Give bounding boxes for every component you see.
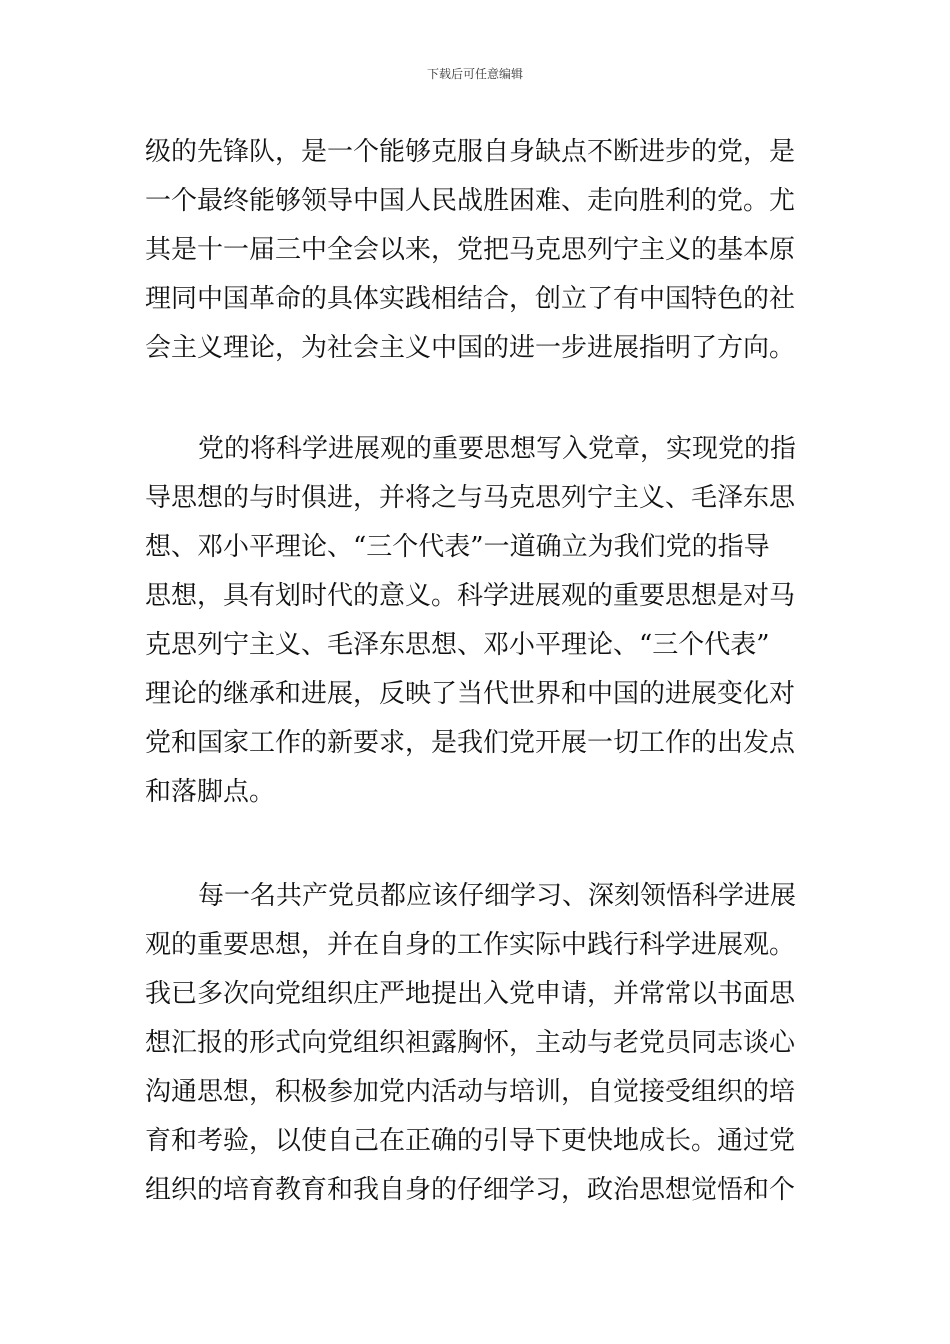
paragraph-line: 育和考验，以使自己在正确的引导下更快地成长。通过党	[145, 1126, 796, 1156]
paragraph-line: 级的先锋队，是一个能够克服自身缺点不断进步的党，是	[145, 137, 796, 167]
page-header: 下载后可任意编辑	[426, 67, 523, 81]
paragraph-line: 沟通思想，积极参加党内活动与培训，自觉接受组织的培	[145, 1077, 796, 1107]
paragraph-line: 观的重要思想，并在自身的工作实际中践行科学进展观。	[145, 930, 796, 960]
paragraph-line: 其是十一届三中全会以来，党把马克思列宁主义的基本原	[145, 235, 796, 265]
paragraph-line: 理论的继承和进展，反映了当代世界和中国的进展变化对	[145, 679, 796, 709]
paragraph-line: 一个最终能够领导中国人民战胜困难、走向胜利的党。尤	[145, 186, 796, 216]
paragraph-3	[145, 872, 810, 1215]
paragraph-first-line: 党的将科学进展观的重要思想写入党章，实现党的指	[198, 434, 797, 464]
paragraph-line: 思想，具有划时代的意义。科学进展观的重要思想是对马	[145, 581, 796, 611]
paragraph-line: 我已多次向党组织庄严地提出入党申请，并常常以书面思	[145, 979, 796, 1009]
paragraph-line: 和落脚点。	[145, 777, 276, 807]
paragraph-line: 克思列宁主义、毛泽东思想、邓小平理论、“三个代表”	[145, 630, 770, 660]
paragraph-line: 想汇报的形式向党组织袒露胸怀，主动与老党员同志谈心	[145, 1028, 796, 1058]
paragraph-line: 会主义理论，为社会主义中国的进一步进展指明了方向。	[145, 333, 796, 363]
paragraph-line: 党和国家工作的新要求，是我们党开展一切工作的出发点	[145, 728, 796, 758]
paragraph-1	[145, 128, 810, 373]
paragraph-line: 理同中国革命的具体实践相结合，创立了有中国特色的社	[145, 284, 796, 314]
paragraph-line: 组织的培育教育和我自身的仔细学习，政治思想觉悟和个	[145, 1175, 796, 1205]
paragraph-2	[145, 425, 810, 817]
paragraph-first-line: 每一名共产党员都应该仔细学习、深刻领悟科学进展	[198, 881, 797, 911]
paragraph-line: 导思想的与时俱进，并将之与马克思列宁主义、毛泽东思	[145, 483, 796, 513]
paragraph-line: 想、邓小平理论、“三个代表”一道确立为我们党的指导	[145, 532, 770, 562]
